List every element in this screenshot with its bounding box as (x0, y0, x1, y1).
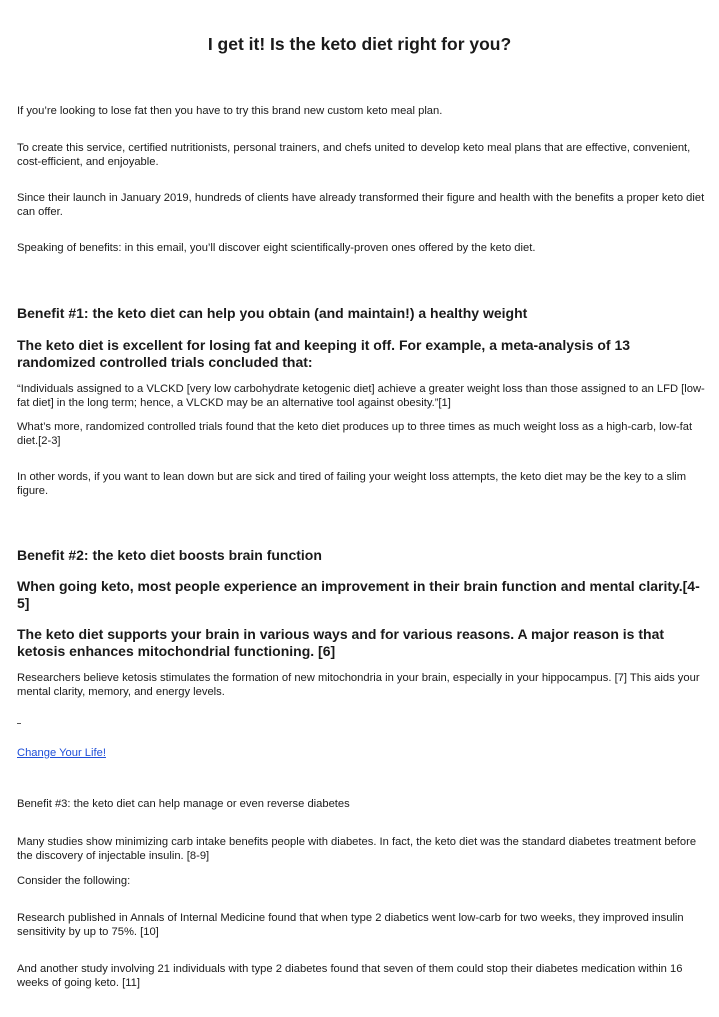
intro-paragraph-3: Since their launch in January 2019, hundreds of clients have already transformed their figure and health with the benefits a proper keto diet can offer. (17, 192, 705, 218)
benefit-3-heading: Benefit #3: the keto diet can help manage or even reverse diabetes (17, 798, 350, 810)
intro-paragraph-2: To create this service, certified nutritionists, personal trainers, and chefs united to develop keto meal plans that are effective, convenient, cost-efficient, and enjoyable. (17, 142, 691, 168)
benefit-1-heading: Benefit #1: the keto diet can help you obtain (and maintain!) a healthy weight (17, 305, 528, 321)
benefit-1-paragraph-3: In other words, if you want to lean down but are sick and tired of failing your weight loss attempts, the keto diet may be the key to a slim figure. (17, 471, 687, 497)
intro-paragraph-4: Speaking of benefits: in this email, you’ll discover eight scientifically-proven ones offered by the keto diet. (17, 242, 536, 254)
benefit-3-paragraph-3: Research published in Annals of Internal Medicine found that when type 2 diabetics went low-carb for two weeks, they improved insulin sensitivity by up to 75%. [10] (17, 912, 684, 938)
page-title: I get it! Is the keto diet right for you? (207, 34, 512, 54)
benefit-3-paragraph-1: Many studies show minimizing carb intake benefits people with diabetes. In fact, the keto diet was the standard diabetes treatment before the discovery of injectable insulin. [8-9] (17, 836, 697, 862)
benefit-3-paragraph-2: Consider the following: (17, 875, 131, 887)
change-your-life-link[interactable]: Change Your Life! (17, 747, 106, 759)
small-divider-mark (17, 713, 21, 724)
benefit-1-quote: “Individuals assigned to a VLCKD [very low carbohydrate ketogenic diet] achieve a greater weight loss than those assigned to an LFD [low-fat diet] in the long term; hence, a VLCKD may be an alternative tool against obesity.”[1] (17, 383, 705, 409)
benefit-2-subheading-1: When going keto, most people experience an improvement in their brain function and mental clarity.[4-5] (17, 578, 700, 611)
benefit-2-paragraph-1: Researchers believe ketosis stimulates the formation of new mitochondria in your brain, especially in your hippocampus. [7] This aids your mental clarity, memory, and energy levels. (17, 672, 700, 698)
intro-paragraph-1: If you’re looking to lose fat then you have to try this brand new custom keto meal plan. (17, 105, 443, 117)
benefit-1-subheading: The keto diet is excellent for losing fat and keeping it off. For example, a meta-analysis of 13 randomized controlled trials concluded that: (17, 337, 631, 370)
benefit-2-subheading-2: The keto diet supports your brain in various ways and for various reasons. A major reason is that ketosis enhances mitochondrial functioning. [6] (17, 626, 665, 659)
benefit-2-heading: Benefit #2: the keto diet boosts brain function (17, 547, 322, 563)
benefit-3-paragraph-4: And another study involving 21 individuals with type 2 diabetes found that seven of them could stop their diabetes medication within 16 weeks of going keto. [11] (17, 963, 683, 989)
benefit-1-paragraph-2: What’s more, randomized controlled trials found that the keto diet produces up to three times as much weight loss as a high-carb, low-fat diet.[2-3] (17, 421, 693, 447)
